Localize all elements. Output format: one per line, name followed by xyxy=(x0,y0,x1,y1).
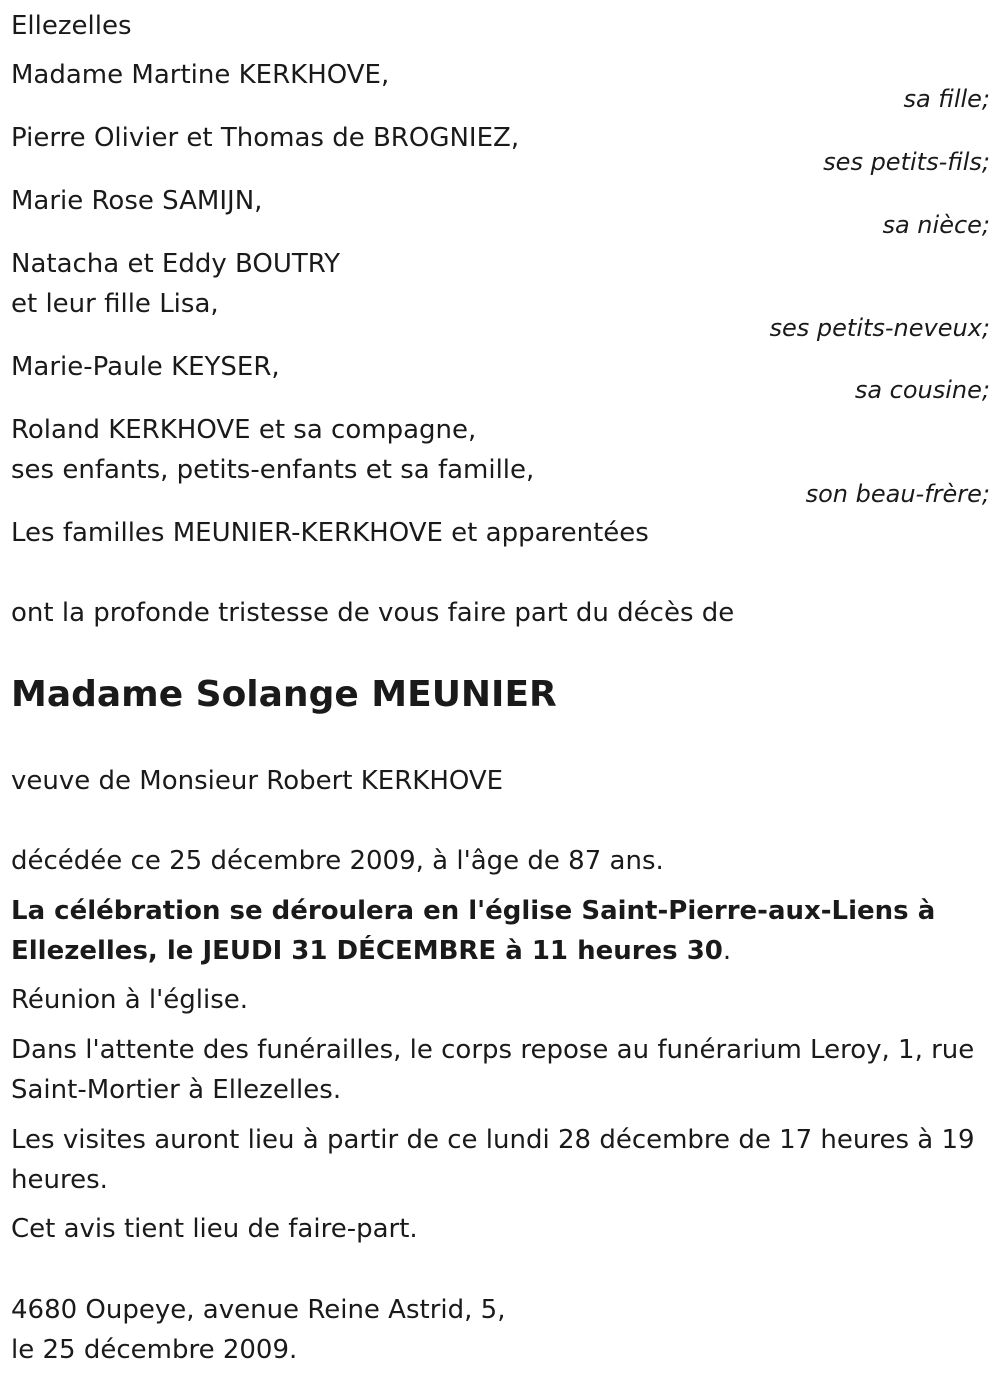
family-member-line: Madame Martine KERKHOVE, xyxy=(11,60,390,90)
widow-of: veuve de Monsieur Robert KERKHOVE xyxy=(11,766,504,796)
family-relation: sa nièce; xyxy=(882,211,990,239)
visits-line: heures. xyxy=(11,1165,108,1195)
announcement: ont la profonde tristesse de vous faire part du décès de xyxy=(11,598,735,628)
celebration-line: La célébration se déroulera en l'église Saint-Pierre-aux-Liens à xyxy=(11,896,936,926)
family-member-line: Pierre Olivier et Thomas de BROGNIEZ, xyxy=(11,123,520,153)
family-member-line: Marie-Paule KEYSER, xyxy=(11,352,280,382)
family-member-line: Marie Rose SAMIJN, xyxy=(11,186,263,216)
celebration-time: Ellezelles, le JEUDI 31 DÉCEMBRE à 11 heures 30 xyxy=(11,936,723,966)
family-member-line: ses enfants, petits-enfants et sa famille, xyxy=(11,455,535,485)
meeting: Réunion à l'église. xyxy=(11,985,249,1015)
family-member-line: et leur fille Lisa, xyxy=(11,289,219,319)
notice: Cet avis tient lieu de faire-part. xyxy=(11,1214,418,1244)
visits-line: Les visites auront lieu à partir de ce lundi 28 décembre de 17 heures à 19 xyxy=(11,1125,975,1155)
family-member-line: Natacha et Eddy BOUTRY xyxy=(11,249,341,279)
location: Ellezelles xyxy=(11,11,132,41)
family-relation: ses petits-fils; xyxy=(823,148,990,176)
address-date: le 25 décembre 2009. xyxy=(11,1335,298,1365)
family-member-line: Roland KERKHOVE et sa compagne, xyxy=(11,415,477,445)
family-relation: sa cousine; xyxy=(854,376,990,404)
family-relation: son beau-frère; xyxy=(805,480,990,508)
celebration-line xyxy=(11,931,731,971)
celebration-period: . xyxy=(722,936,732,966)
rest-line: Saint-Mortier à Ellezelles. xyxy=(11,1075,342,1105)
rest-line: Dans l'attente des funérailles, le corps repose au funérarium Leroy, 1, rue xyxy=(11,1035,975,1065)
address-line: 4680 Oupeye, avenue Reine Astrid, 5, xyxy=(11,1295,506,1325)
deceased-name: Madame Solange MEUNIER xyxy=(11,674,557,715)
family-relation: ses petits-neveux; xyxy=(769,314,990,342)
death-info: décédée ce 25 décembre 2009, à l'âge de 87 ans. xyxy=(11,846,664,876)
family-relation: sa fille; xyxy=(903,85,990,113)
family-member-line: Les familles MEUNIER-KERKHOVE et apparentées xyxy=(11,518,649,548)
